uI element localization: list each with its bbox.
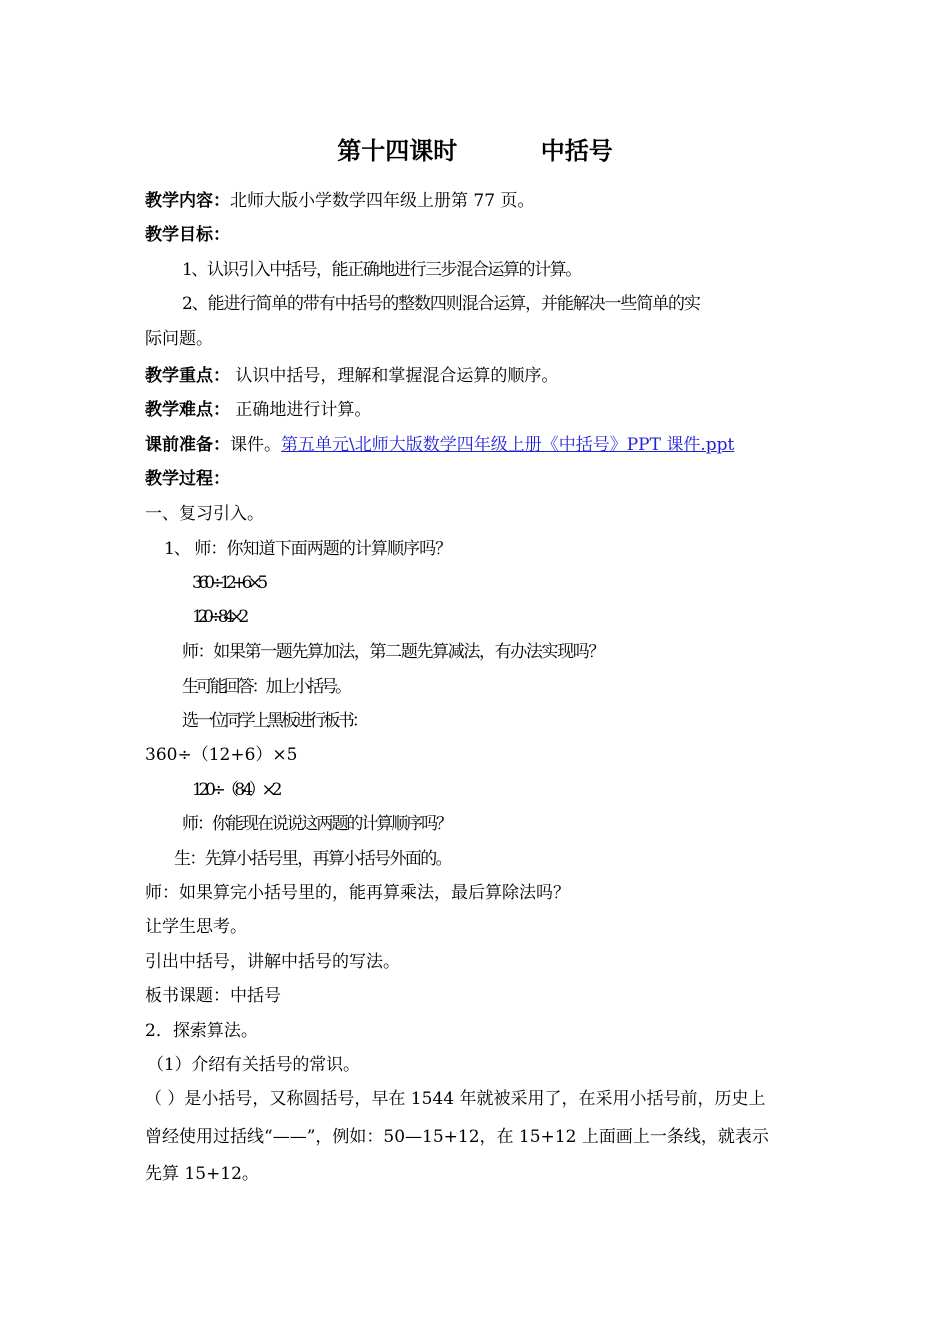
page-title: 第十四课时 中括号	[337, 136, 613, 165]
process-label: 教学过程：	[145, 469, 230, 489]
body-line: 师：如果第一题先算加法，第二题先算减法，有办法实现吗？	[182, 642, 604, 662]
body-line: 板书课题：中括号	[145, 986, 281, 1006]
expression-line: 360÷（12+6）×5	[145, 745, 298, 765]
key-point-label: 教学重点：	[145, 366, 230, 386]
content-text: 北师大版小学数学四年级上册第 77 页。	[230, 191, 535, 211]
prep-row	[145, 433, 810, 457]
goal-item-2-line-1: 2、能进行简单的带有中括号的整数四则混合运算，并能解决一些简单的实	[182, 294, 700, 314]
body-line: 1、 师：你知道下面两题的计算顺序吗？	[164, 539, 452, 559]
prep-text: 课件。	[230, 435, 281, 455]
body-line: 让学生思考。	[145, 917, 247, 937]
courseware-link[interactable]: 第五单元\北师大版数学四年级上册《中括号》PPT 课件.ppt	[281, 435, 735, 455]
content-row	[145, 189, 810, 213]
section-heading: 2．探索算法。	[145, 1021, 258, 1041]
difficulty-label: 教学难点：	[145, 400, 230, 420]
section-heading: 一、复习引入。	[145, 504, 264, 524]
difficulty-row	[145, 398, 810, 422]
expression-line: 120÷8-4×2	[192, 607, 245, 627]
body-line: 生可能回答：加上小括号。	[182, 677, 349, 697]
body-line: （ ）是小括号，又称圆括号，早在 1544 年就被采用了，在采用小括号前，历史上	[145, 1089, 766, 1109]
expression-line: 120÷（8-4）×2	[192, 780, 279, 800]
body-line: 曾经使用过括线“——”，例如：50—15+12，在 15+12 上面画上一条线，就表示	[145, 1127, 769, 1147]
expression-line: 360÷12+6×5	[192, 573, 264, 593]
content-label: 教学内容：	[145, 191, 230, 211]
goal-item-2-line-2: 际问题。	[145, 329, 213, 349]
goals-label: 教学目标：	[145, 225, 230, 245]
body-line: 先算 15+12。	[145, 1164, 259, 1184]
body-line: 引出中括号，讲解中括号的写法。	[145, 952, 400, 972]
key-point-row	[145, 364, 810, 388]
goal-item-1: 1、认识引入中括号，能正确地进行三步混合运算的计算。	[182, 260, 581, 280]
body-line: 师：如果算完小括号里的，能再算乘法，最后算除法吗？	[145, 883, 570, 903]
prep-label: 课前准备：	[145, 435, 230, 455]
body-line: 选一位同学上黑板进行板书：	[182, 711, 366, 731]
key-point-text: 认识中括号，理解和掌握混合运算的顺序。	[235, 366, 559, 386]
difficulty-text: 正确地进行计算。	[235, 400, 372, 420]
body-line: （1）介绍有关括号的常识。	[147, 1055, 360, 1075]
body-line: 生：先算小括号里，再算小括号外面的。	[174, 849, 451, 869]
body-line: 师：你能现在说说这两题的计算顺序吗？	[182, 814, 451, 834]
